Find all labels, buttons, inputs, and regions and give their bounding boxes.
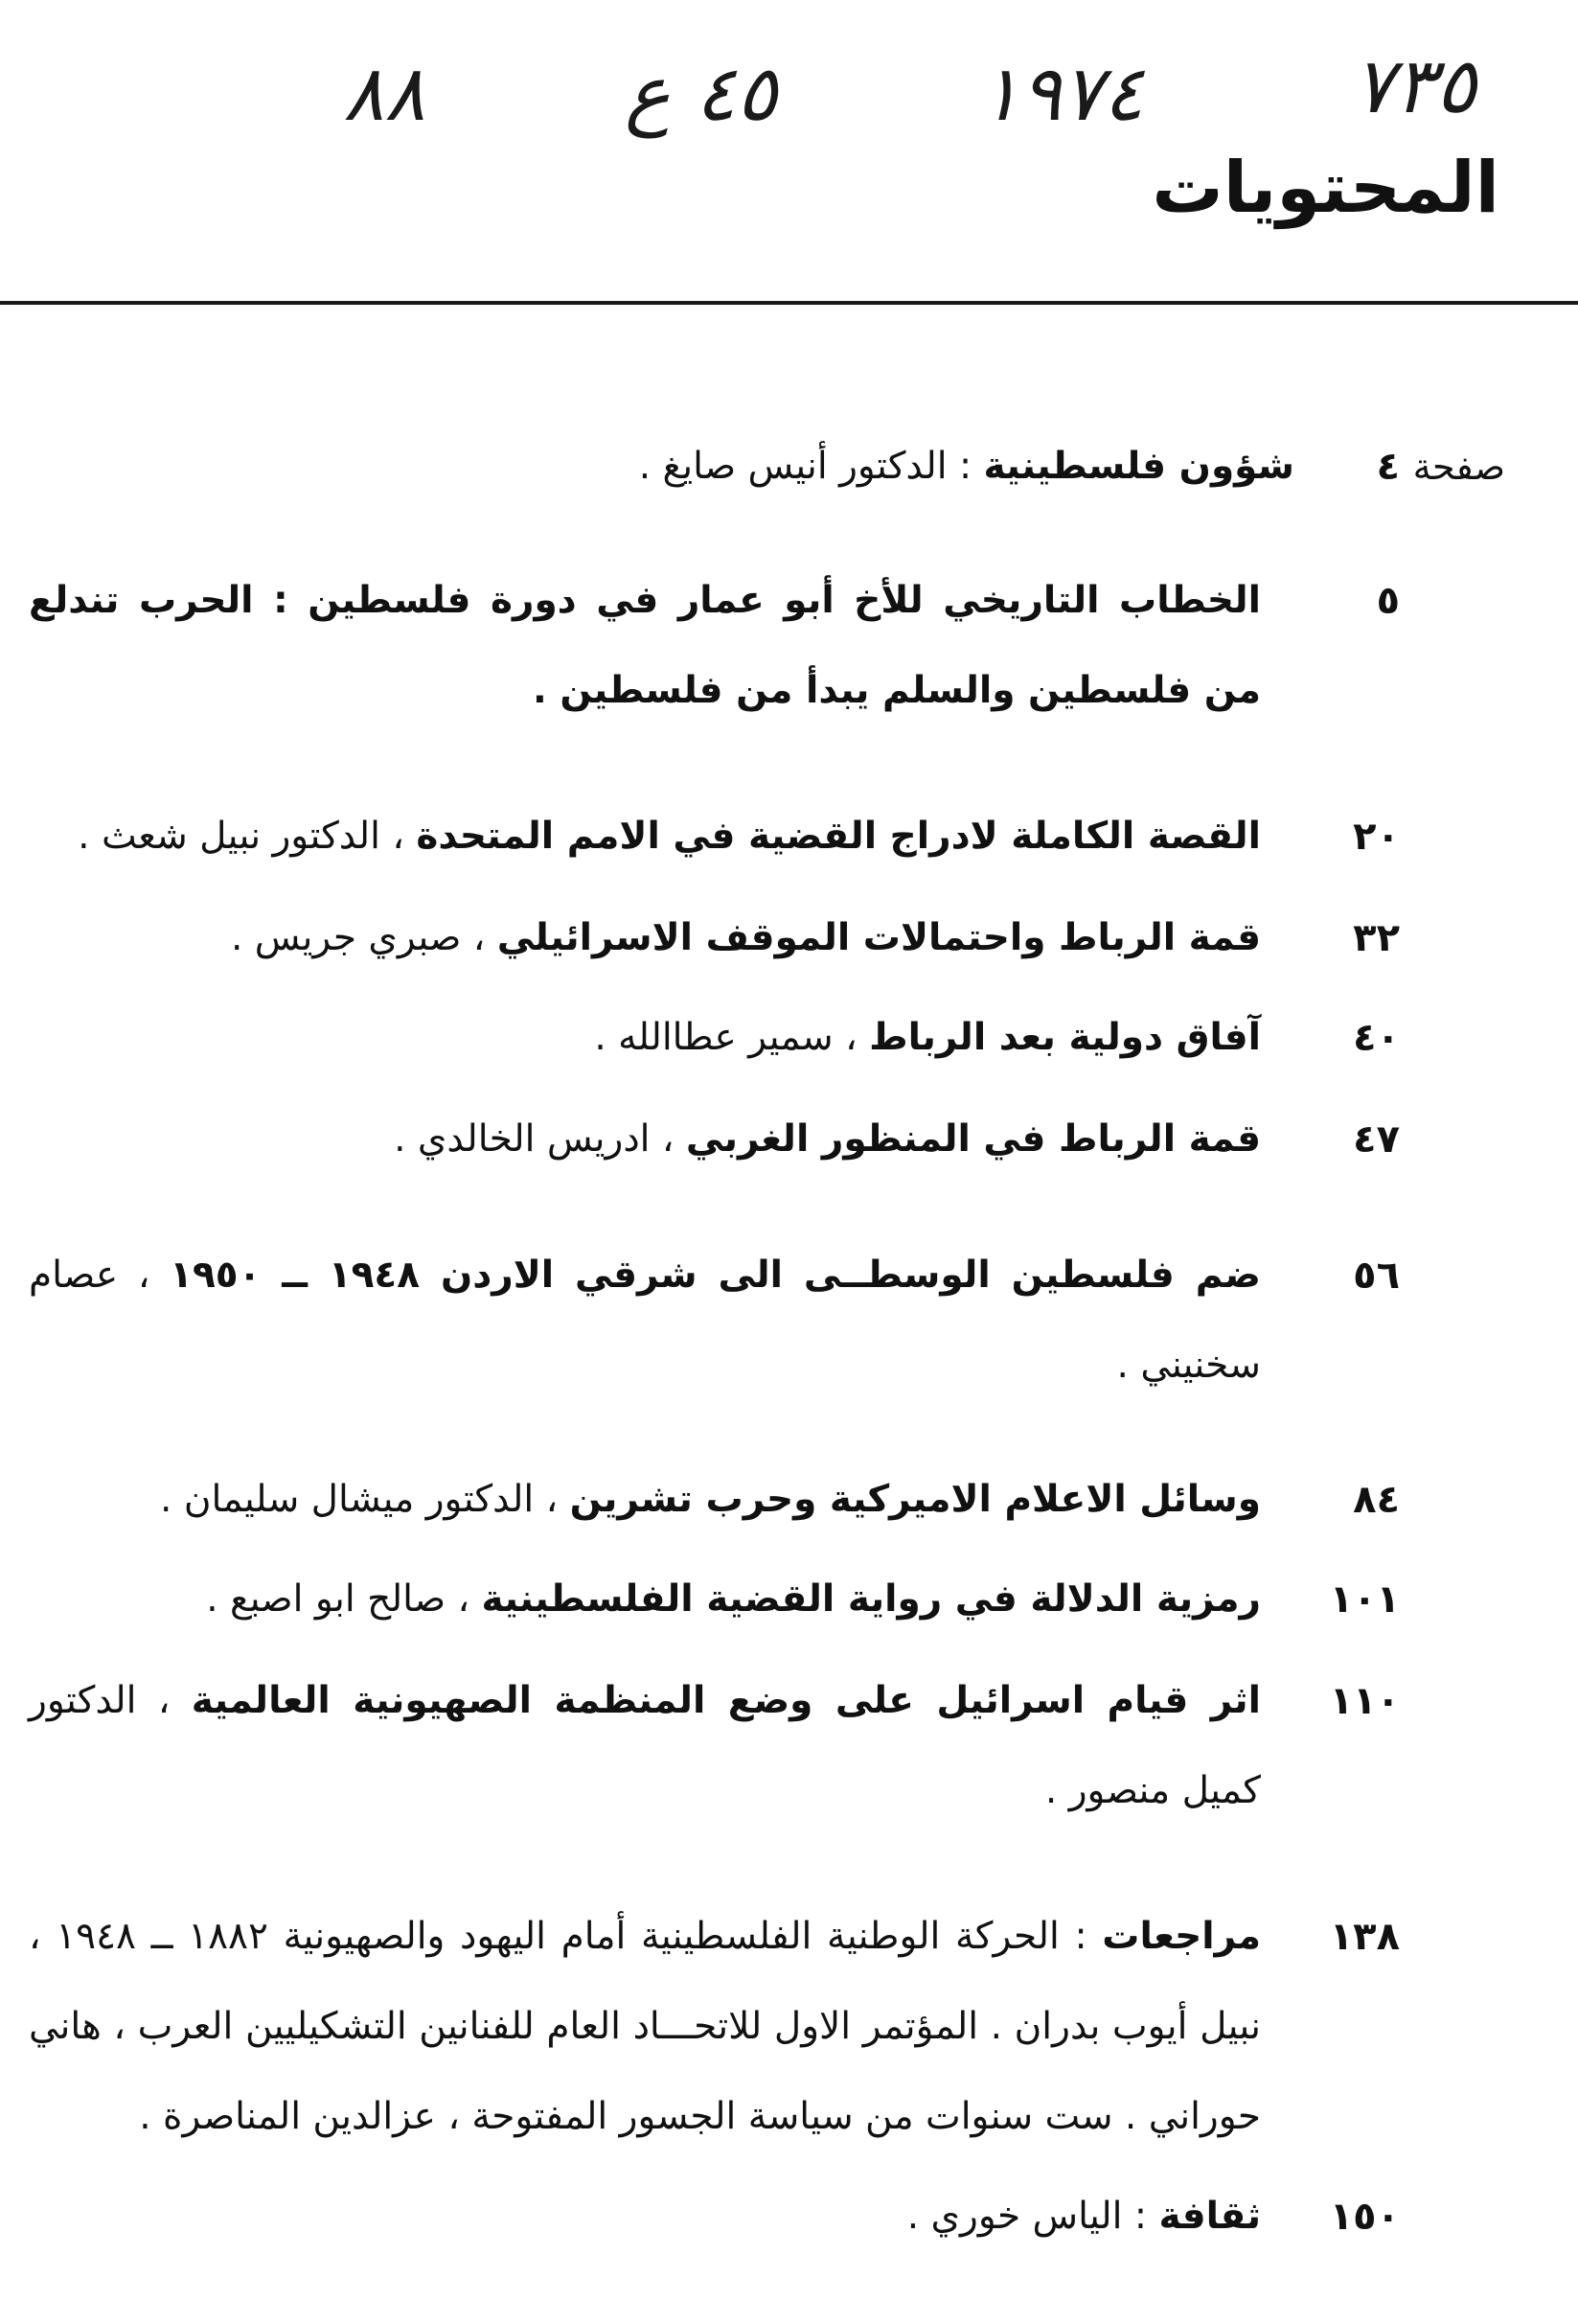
toc-entry-title: وسائل الاعلام الاميركية وحرب تشرين (569, 1478, 1261, 1521)
toc-entry-separator: ، (833, 1016, 870, 1059)
toc-entry-content (29, 1094, 1261, 1185)
toc-page-number: ٨٤ (1353, 1478, 1400, 1522)
toc-entry-author: سمير عطاالله . (594, 1016, 834, 1059)
toc-entry-author: صبري جريس . (230, 916, 462, 959)
toc-entry (29, 2172, 1505, 2262)
page-title: المحتويات (1152, 147, 1499, 229)
toc-entry (29, 1656, 1505, 1836)
toc-entry (29, 893, 1505, 983)
toc-entry-title: اثر قيام اسرائيل على وضع المنظمة الصهيونية العالمية (191, 1679, 1261, 1722)
toc-page-number: ٥ (1376, 579, 1400, 623)
toc-entry-separator: : (1122, 2195, 1159, 2238)
toc-entry (29, 1892, 1505, 2162)
toc-entry-separator: ، (136, 1679, 192, 1722)
toc-entry-content (29, 1554, 1261, 1645)
toc-entry-title: ثقافة (1158, 2195, 1261, 2238)
toc-entry-content (29, 993, 1261, 1083)
page-label: صفحة (1412, 446, 1505, 488)
toc-entry-content (29, 1231, 1261, 1411)
toc-entry-content (29, 556, 1261, 736)
toc-page-number: ٣٢ (1353, 916, 1400, 960)
toc-entry-content (29, 2172, 1261, 2262)
toc-entry-author: الدكتور نبيل شعث . (78, 815, 380, 858)
toc-entry-author: الياس خوري . (906, 2195, 1123, 2238)
toc-entry-separator: : (947, 445, 984, 488)
toc-entry-author: الدكتور أنيس صايغ . (638, 445, 948, 488)
toc-entry-content (29, 422, 1366, 512)
toc-entry-content (29, 893, 1261, 983)
toc-entry (29, 1094, 1505, 1185)
toc-entry-title: الخطاب التاريخي للأخ أبو عمار في دورة فلسطين : الحرب تندلع من فلسطين والسلم يبدأ من فلسطين . (29, 579, 1261, 712)
toc-entry-author: ادريس الخالدي . (394, 1117, 651, 1161)
toc-entry-content (29, 1656, 1261, 1836)
toc-page-number: ٤ (1376, 445, 1400, 489)
toc-entry (29, 1231, 1505, 1411)
toc-entry-separator: ، (118, 1254, 171, 1297)
toc-entry-separator: ، (379, 815, 417, 858)
toc-entry-separator: : (1059, 1915, 1103, 1958)
table-of-contents (29, 422, 1505, 2262)
toc-entry-author: الدكتور كميل منصور . (29, 1679, 1261, 1812)
header-divider (0, 301, 1578, 305)
handwritten-note-1: ٨٨ (343, 49, 425, 138)
toc-entry-title: قمة الرباط واحتمالات الموقف الاسرائيلي (496, 916, 1261, 959)
toc-page-number: ١٥٠ (1329, 2195, 1400, 2239)
toc-page-number: ٤٠ (1353, 1016, 1400, 1060)
toc-entry-title: رمزية الدلالة في رواية القضية الفلسطينية (481, 1577, 1261, 1621)
toc-entry-author: صالح ابو اصبع . (206, 1577, 446, 1621)
toc-page-number: ٢٠ (1353, 815, 1400, 859)
toc-entry (29, 993, 1505, 1083)
toc-entry (29, 1554, 1505, 1645)
toc-entry (29, 792, 1505, 882)
toc-entry-content (29, 1455, 1261, 1545)
toc-entry (29, 556, 1505, 736)
handwritten-note-3: ١٩٧٤ (979, 49, 1144, 138)
toc-entry-content (29, 1892, 1261, 2162)
toc-entry-title: ضم فلسطين الوسطــى الى شرقي الاردن ١٩٤٨ ــ ١٩٥٠ (170, 1254, 1261, 1297)
toc-entry-title: آفاق دولية بعد الرباط (869, 1016, 1261, 1059)
toc-page-number: ١١٠ (1329, 1679, 1400, 1723)
handwritten-note-4: ٧٣٥ (1353, 41, 1476, 130)
toc-page-number: ١٣٨ (1329, 1915, 1400, 1959)
toc-entry-title: القصة الكاملة لادراج القضية في الامم المتحدة (416, 815, 1261, 858)
toc-entry-author: الحركة الوطنية الفلسطينية أمام اليهود والصهيونية ١٨٨٢ ــ ١٩٤٨ ، نبيل أيوب بدران . المؤتمر الاول للاتحـــاد العام للفنانين التشكيليين العرب ، هاني حوراني . ست سنوات من سياسة الجسور المفتوحة ، عزالدين المناصرة . (29, 1915, 1261, 2138)
toc-entry-separator: ، (650, 1117, 686, 1161)
toc-entry-author: عصام سخنيني . (29, 1254, 1261, 1387)
toc-entry-title: قمة الرباط في المنظور الغربي (685, 1117, 1261, 1161)
toc-page-number: ٤٧ (1353, 1117, 1400, 1162)
toc-page-number: ٥٦ (1353, 1254, 1400, 1298)
toc-page-number: ١٠١ (1329, 1577, 1400, 1622)
toc-entry (29, 422, 1505, 512)
toc-entry-title: شؤون فلسطينية (983, 445, 1294, 488)
toc-entry-title: مراجعات (1102, 1915, 1261, 1958)
toc-entry-separator: ، (461, 916, 497, 959)
toc-entry (29, 1455, 1505, 1545)
toc-entry-author: الدكتور ميشال سليمان . (160, 1478, 535, 1521)
toc-entry-content (29, 792, 1261, 882)
handwritten-note-2: ٤٥ ع (625, 49, 778, 138)
toc-entry-separator: ، (534, 1478, 570, 1521)
toc-entry-separator: ، (446, 1577, 482, 1621)
